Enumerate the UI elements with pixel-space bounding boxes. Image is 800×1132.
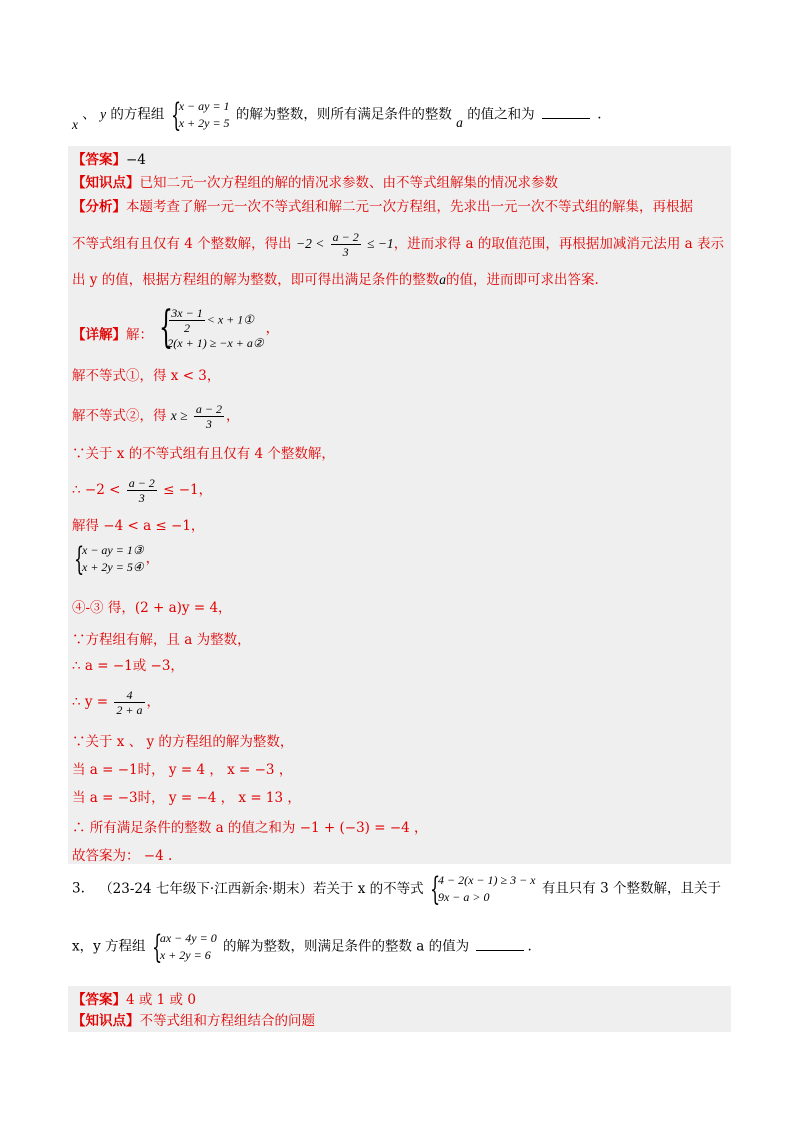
step-14: 故答案为： −4 . xyxy=(72,848,173,864)
var-a: a xyxy=(439,272,446,287)
question-source: （23-24 七年级下·江西新余·期末）若关于 x 的不等式 xyxy=(99,880,424,897)
question-mid: 的解为整数，则所有满足条件的整数 xyxy=(235,106,452,123)
var-y: y xyxy=(100,106,107,122)
answer-line xyxy=(72,150,146,170)
equation-system-box xyxy=(74,542,144,576)
brace-icon: { xyxy=(74,540,85,578)
answer-tag: 【答案】 xyxy=(72,992,126,1008)
answer-blank xyxy=(542,106,590,119)
fraction-denominator: 3 xyxy=(205,417,212,431)
step-13: ∴ 所有满足条件的整数 a 的值之和为 −1 + (−3) = −4 ， xyxy=(72,820,428,836)
equation-4: x + 2y = 5④ xyxy=(82,560,144,574)
fraction-denominator: 2 xyxy=(184,321,191,335)
analysis-line-3 xyxy=(72,270,599,290)
question-end: . xyxy=(527,938,532,955)
question-3-mid: 有且只有 3 个整数解，且关于 xyxy=(541,880,721,897)
analysis-ineq-left: −2 < xyxy=(295,236,325,251)
fraction-numerator: a − 2 xyxy=(332,230,359,244)
question-2-line xyxy=(72,98,602,142)
step-10: ∵关于 x 、 y 的方程组的解为整数， xyxy=(72,734,294,750)
knowledge-text: 不等式组和方程组结合的问题 xyxy=(139,1013,315,1029)
step-5: 解得 −4 < a ≤ −1， xyxy=(72,518,205,534)
answer-tag: 【答案】 xyxy=(72,152,126,168)
q3-equation-1: ax − 4y = 0 xyxy=(159,931,217,945)
question-end: . xyxy=(597,106,602,123)
question-3-text-a: x，y 方程组 xyxy=(72,938,146,955)
equation-system xyxy=(171,98,230,132)
detail-tag: 【详解】 xyxy=(72,326,126,343)
answer-blank xyxy=(476,938,524,951)
fraction-numerator: a − 2 xyxy=(128,476,155,490)
var-x: x xyxy=(72,116,78,132)
analysis-text-2b: ，进而求得 a 的取值范围，再根据加减消元法用 a 表示 xyxy=(393,236,724,252)
brace-icon: { xyxy=(429,870,441,908)
comma: ， xyxy=(145,550,160,567)
step-7: ∵方程组有解，且 a 为整数， xyxy=(72,632,251,648)
analysis-tag: 【分析】 xyxy=(72,199,126,215)
var-a: a xyxy=(456,114,463,130)
brace-icon: { xyxy=(170,96,181,134)
question-lead: 的方程组 xyxy=(110,106,165,123)
brace-icon: { xyxy=(151,928,163,966)
comma: ， xyxy=(265,320,280,337)
question-number: 3. xyxy=(72,880,85,897)
brace-icon: { xyxy=(159,302,174,353)
fraction-numerator: 3x − 1 xyxy=(171,306,203,320)
analysis-text-3: 出 y 的值，根据方程组的解为整数，即可得出满足条件的整数 xyxy=(72,272,440,288)
step-9-fraction xyxy=(114,688,144,717)
step-1: 解不等式①，得 x < 3， xyxy=(72,368,221,384)
step-4-left: ∴ −2 < xyxy=(72,482,121,498)
question-3-line-1 xyxy=(72,872,721,916)
fraction-denominator: 3 xyxy=(138,491,145,505)
inequality-1-rest: < x + 1① xyxy=(206,312,255,327)
analysis-line-1 xyxy=(72,197,693,217)
step-2-lhs: x ≥ xyxy=(170,408,188,423)
step-8: ∴ a = −1或 −3， xyxy=(72,658,184,674)
inequality-system xyxy=(159,302,264,353)
inequality-1 xyxy=(167,306,263,335)
question-3-text-b: 的解为整数，则满足条件的整数 a 的值为 xyxy=(223,938,470,955)
step-9-left: ∴ y = xyxy=(72,694,109,710)
separator: 、 xyxy=(82,106,96,123)
fraction-numerator: 4 xyxy=(114,688,144,703)
equation-system-2 xyxy=(72,542,159,582)
equation-3: x − ay = 1③ xyxy=(82,543,144,557)
equation-2: x + 2y = 5 xyxy=(178,116,230,130)
step-9 xyxy=(72,688,160,717)
solution-label: 解： xyxy=(126,326,153,343)
step-4-fraction xyxy=(127,476,157,505)
analysis-text-2a: 不等式组有且仅有 4 个整数解，得出 xyxy=(72,236,292,252)
q3-inequality-1: 4 − 2(x − 1) ≥ 3 − x xyxy=(437,873,536,887)
step-9-end: ， xyxy=(146,694,161,710)
inequality-system-q3 xyxy=(430,872,536,906)
knowledge-text: 已知二元一次方程组的解的情况求参数、由不等式组解集的情况求参数 xyxy=(139,175,558,191)
equation-1: x − ay = 1 xyxy=(178,99,230,113)
step-2 xyxy=(72,402,239,431)
analysis-text-1: 本题考查了解一元一次不等式组和解二元一次方程组，先求出一元一次不等式组的解集，再根据 xyxy=(126,199,693,215)
analysis-fraction xyxy=(331,230,361,259)
detail-line xyxy=(72,302,280,353)
knowledge-line xyxy=(72,173,558,193)
step-4 xyxy=(72,476,212,505)
knowledge-tag: 【知识点】 xyxy=(72,175,140,191)
analysis-text-3b: 的值，进而即可求出答案. xyxy=(445,272,599,288)
step-11: 当 a = −1时， y = 4 ， x = −3 ， xyxy=(72,762,293,778)
knowledge-line-2 xyxy=(72,1011,315,1031)
step-12: 当 a = −3时， y = −4 ， x = 13 ， xyxy=(72,790,301,806)
fraction-numerator: a − 2 xyxy=(195,402,222,416)
knowledge-tag: 【知识点】 xyxy=(72,1013,140,1029)
step-3: ∵关于 x 的不等式组有且仅有 4 个整数解， xyxy=(72,446,335,462)
step-4-right: ≤ −1， xyxy=(163,482,213,498)
analysis-ineq-right: ≤ −1 xyxy=(367,236,394,251)
q3-inequality-2: 9x − a > 0 xyxy=(437,890,490,904)
step-2-text: 解不等式②，得 xyxy=(72,408,167,424)
answer-value: 4 或 1 或 0 xyxy=(126,992,196,1008)
step-6: ④-③ 得，(2 + a)y = 4， xyxy=(72,600,232,616)
question-tail: 的值之和为 xyxy=(467,106,535,123)
step-2-end: ， xyxy=(225,408,240,424)
answer-line-2 xyxy=(72,990,196,1010)
analysis-line-2 xyxy=(72,230,724,259)
fraction-denominator: 3 xyxy=(342,245,349,259)
question-3-line-2 xyxy=(72,930,532,974)
answer-value: −4 xyxy=(126,152,146,168)
equation-system-q3 xyxy=(152,930,217,964)
inequality-2: 2(x + 1) ≥ −x + a② xyxy=(167,336,264,350)
step-2-fraction xyxy=(194,402,224,431)
q3-equation-2: x + 2y = 6 xyxy=(159,948,211,962)
fraction-denominator: 2 + a xyxy=(116,703,143,717)
